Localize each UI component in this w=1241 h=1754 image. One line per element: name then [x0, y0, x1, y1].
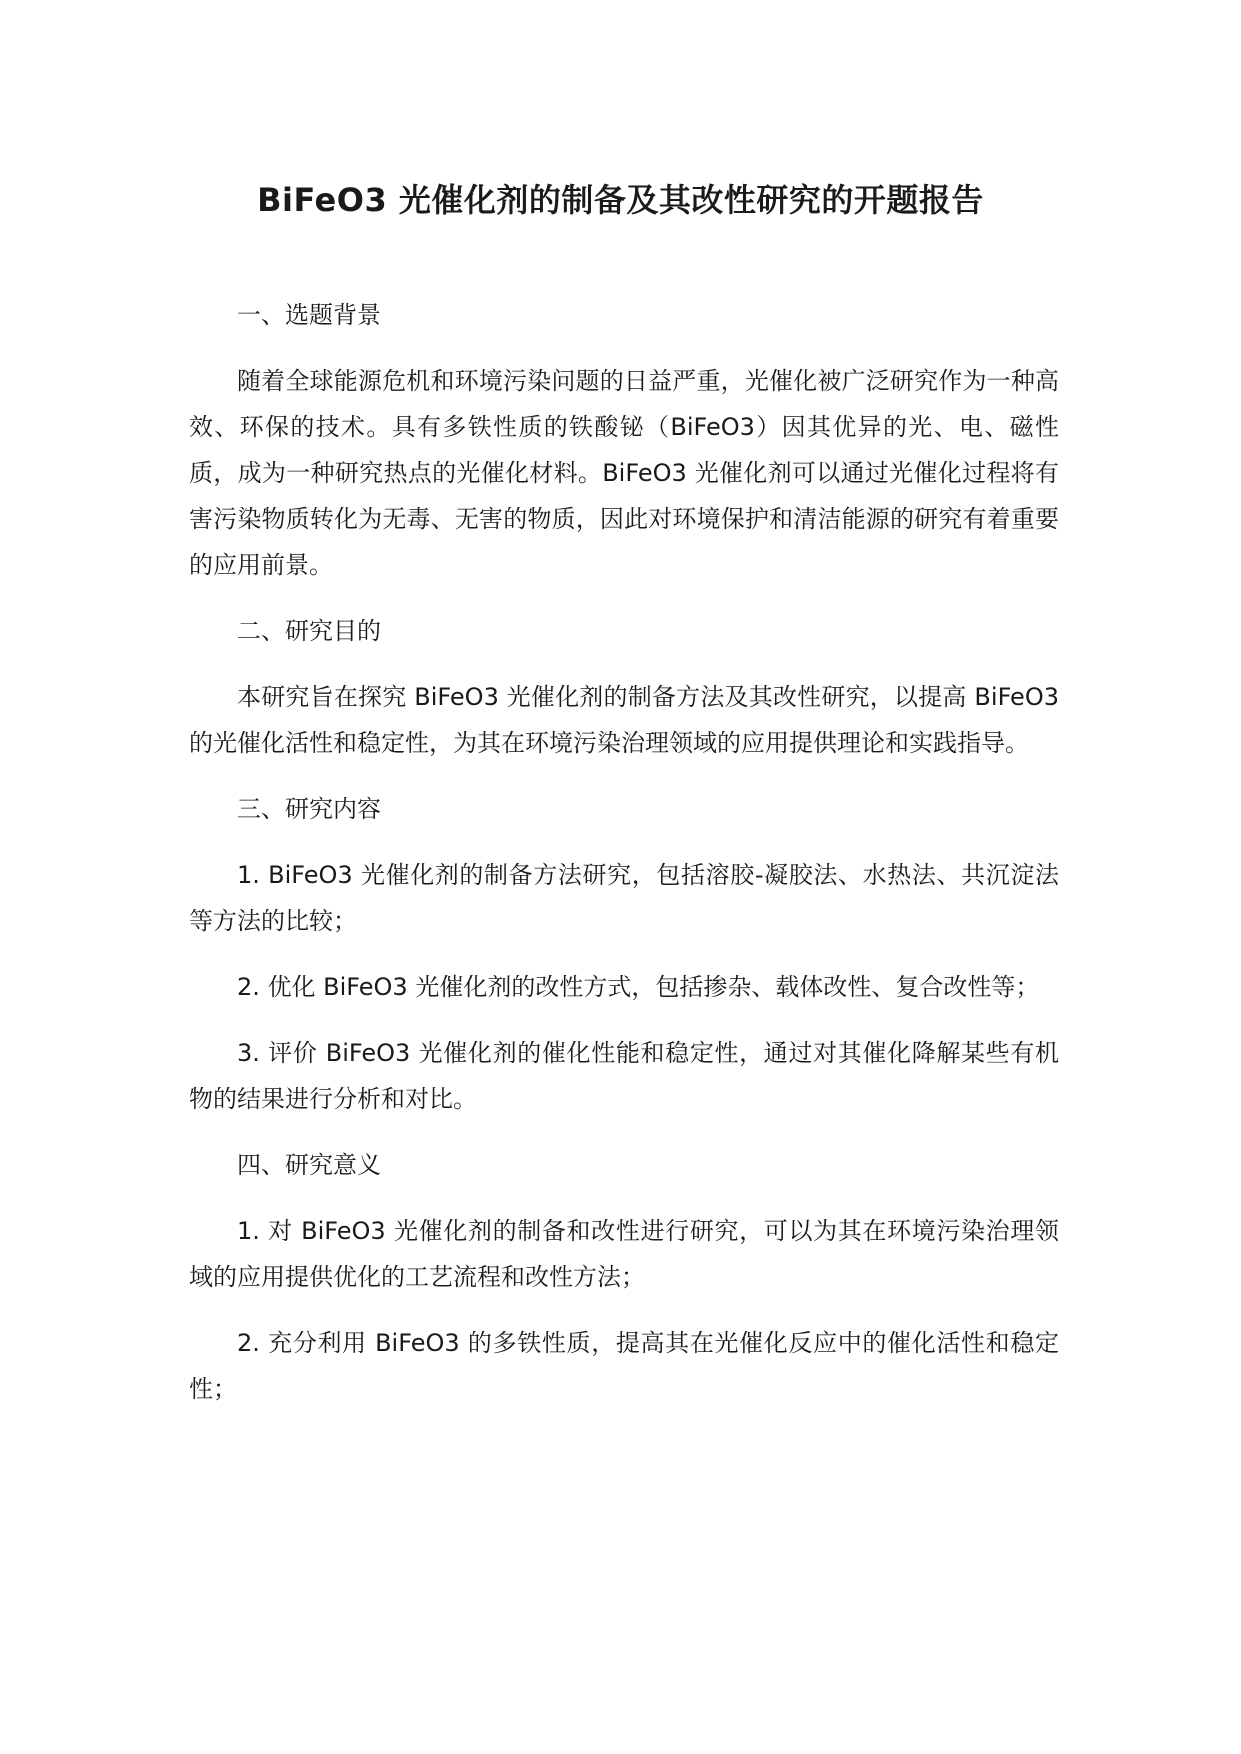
document-body: [189, 292, 1059, 1432]
list-item-content-2: 2. 优化 BiFeO3 光催化剂的改性方式，包括掺杂、载体改性、复合改性等；: [237, 973, 1040, 1001]
list-item-significance-2: 2. 充分利用 BiFeO3 的多铁性质，提高其在光催化反应中的催化活性和稳定性；: [189, 1329, 1059, 1403]
section-heading-significance: 四、研究意义: [237, 1151, 381, 1179]
list-item-content-1: 1. BiFeO3 光催化剂的制备方法研究，包括溶胶-凝胶法、水热法、共沉淀法等方法的比较；: [189, 861, 1059, 935]
list-item-significance-1: 1. 对 BiFeO3 光催化剂的制备和改性进行研究，可以为其在环境污染治理领域的应用提供优化的工艺流程和改性方法；: [189, 1217, 1059, 1291]
paragraph-objective: 本研究旨在探究 BiFeO3 光催化剂的制备方法及其改性研究，以提高 BiFeO3 的光催化活性和稳定性，为其在环境污染治理领域的应用提供理论和实践指导。: [189, 683, 1059, 757]
document-title: BiFeO3 光催化剂的制备及其改性研究的开题报告: [257, 181, 984, 219]
paragraph-background: 随着全球能源危机和环境污染问题的日益严重，光催化被广泛研究作为一种高效、环保的技术。具有多铁性质的铁酸铋（BiFeO3）因其优异的光、电、磁性质，成为一种研究热点的光催化材料。BiFeO3 光催化剂可以通过光催化过程将有害污染物质转化为无毒、无害的物质，因此对环境保护和清洁能源的研究有着重要的应用前景。: [189, 367, 1059, 579]
section-heading-objective: 二、研究目的: [237, 617, 381, 645]
section-heading-content: 三、研究内容: [237, 795, 381, 823]
section-heading-background: 一、选题背景: [237, 301, 381, 329]
list-item-content-3: 3. 评价 BiFeO3 光催化剂的催化性能和稳定性，通过对其催化降解某些有机物的结果进行分析和对比。: [189, 1039, 1059, 1113]
